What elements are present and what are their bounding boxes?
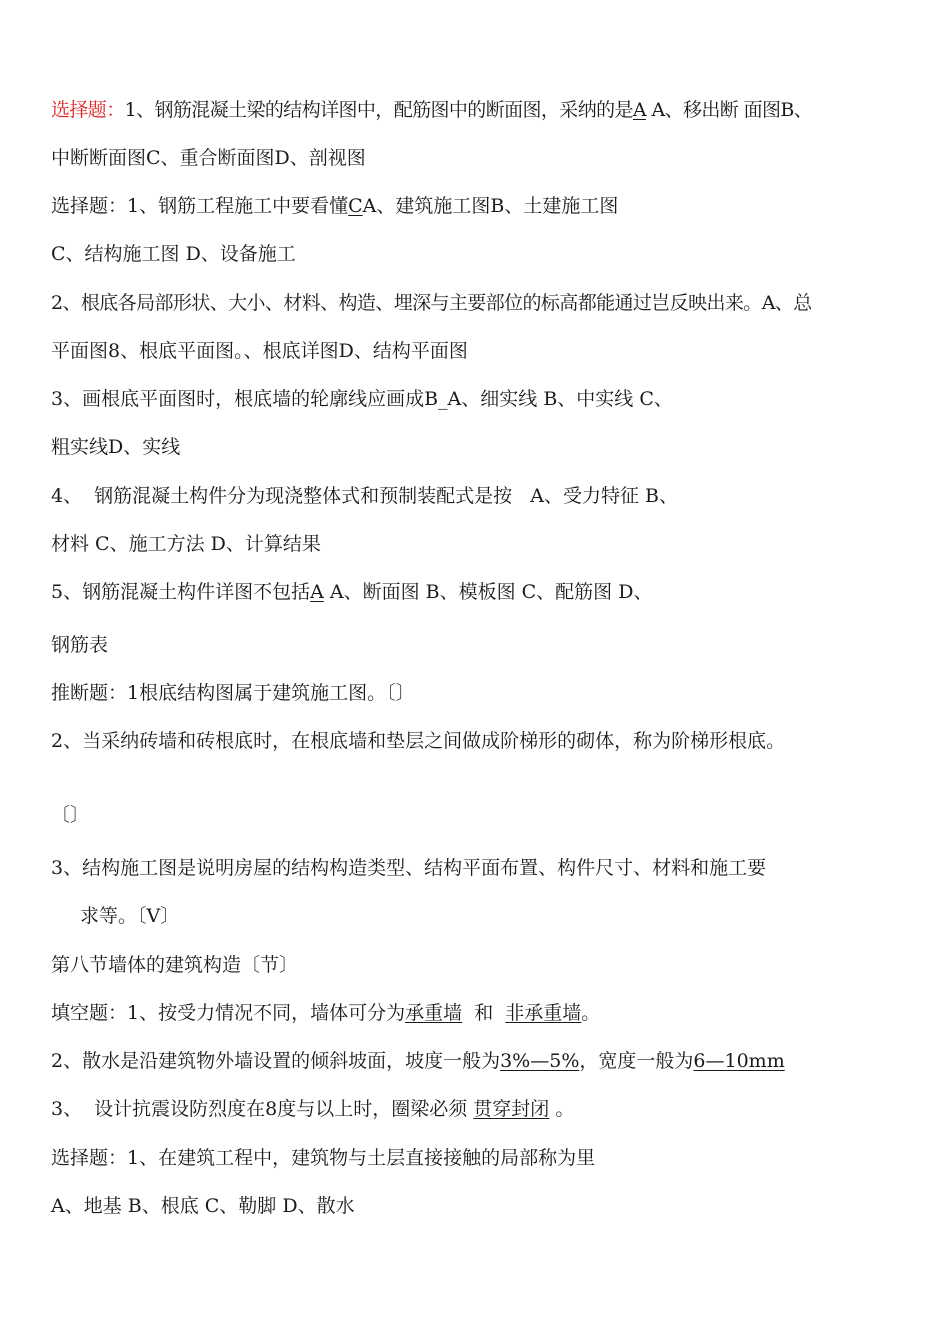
text-line-21: 3、 设计抗震设防烈度在8度与以上时，圈梁必须 贯穿封闭 。 xyxy=(51,1098,575,1120)
text-line-13: 推断题：1根底结构图属于建筑施工图。〔〕 xyxy=(51,682,415,704)
text-line-15: 〔〕 xyxy=(51,804,90,826)
section-label: 选择题： xyxy=(51,99,125,121)
answer-underlined: 3%—5% xyxy=(500,1050,580,1072)
text-line-9: 4、 钢筋混凝土构件分为现浇整体式和预制装配式是按 A、受力特征 B、 xyxy=(51,485,679,507)
text-line-3: 选择题：1、钢筋工程施工中要看懂CA、建筑施工图B、土建施工图 xyxy=(51,195,619,217)
section-heading: 第八节墙体的建筑构造〔节〕 xyxy=(51,954,299,976)
answer-underlined: 非承重墙 xyxy=(505,1002,582,1024)
text-line-22: 选择题：1、在建筑工程中，建筑物与土层直接接触的局部称为里 xyxy=(51,1147,596,1169)
answer-underlined: C xyxy=(348,195,363,217)
text-line-10: 材料 C、施工方法 D、计算结果 xyxy=(51,533,321,555)
text-line-1: 选择题：1、钢筋混凝土梁的结构详图中，配筋图中的断面图，采纳的是A A、移出断 面图B、 xyxy=(51,99,813,121)
text-line-5: 2、根底各局部形状、大小、材料、构造、埋深与主要部位的标高都能通过岂反映出来。A、总 xyxy=(51,292,812,314)
text-line-11: 5、钢筋混凝土构件详图不包括A A、断面图 B、模板图 C、配筋图 D、 xyxy=(51,581,653,603)
text-line-16: 3、结构施工图是说明房屋的结构构造类型、结构平面布置、构件尺寸、材料和施工要 xyxy=(51,857,767,879)
answer-underlined: 贯穿封闭 xyxy=(473,1098,550,1120)
text-line-17: 求等。〔V〕 xyxy=(80,905,180,927)
answer-underlined: 承重墙 xyxy=(405,1002,463,1024)
text-line-23: A、地基 B、根底 C、勒脚 D、散水 xyxy=(51,1195,355,1217)
text-line-2: 中断断面图C、重合断面图D、剖视图 xyxy=(51,147,366,169)
text-line-14: 2、当采纳砖墙和砖根底时，在根底墙和垫层之间做成阶梯形的砌体，称为阶梯形根底。 xyxy=(51,730,786,752)
answer-underlined: 6—10mm xyxy=(693,1050,785,1072)
text-line-12: 钢筋表 xyxy=(51,634,109,656)
text-line-4: C、结构施工图 D、设备施工 xyxy=(51,243,296,265)
answer-underlined: A xyxy=(310,581,324,603)
text-line-6: 平面图8、根底平面图。、根底详图D、结构平面图 xyxy=(51,340,468,362)
text-line-20: 2、散水是沿建筑物外墙设置的倾斜坡面，坡度一般为3%—5%，宽度一般为6—10mm xyxy=(51,1050,785,1072)
text-line-19: 填空题：1、按受力情况不同，墙体可分为承重墙 和 非承重墙。 xyxy=(51,1002,601,1024)
text-line-7: 3、画根底平面图时，根底墙的轮廓线应画成B_A、细实线 B、中实线 C、 xyxy=(51,388,673,410)
answer-underlined: A xyxy=(632,99,647,121)
text-line-8: 粗实线D、实线 xyxy=(51,436,181,458)
